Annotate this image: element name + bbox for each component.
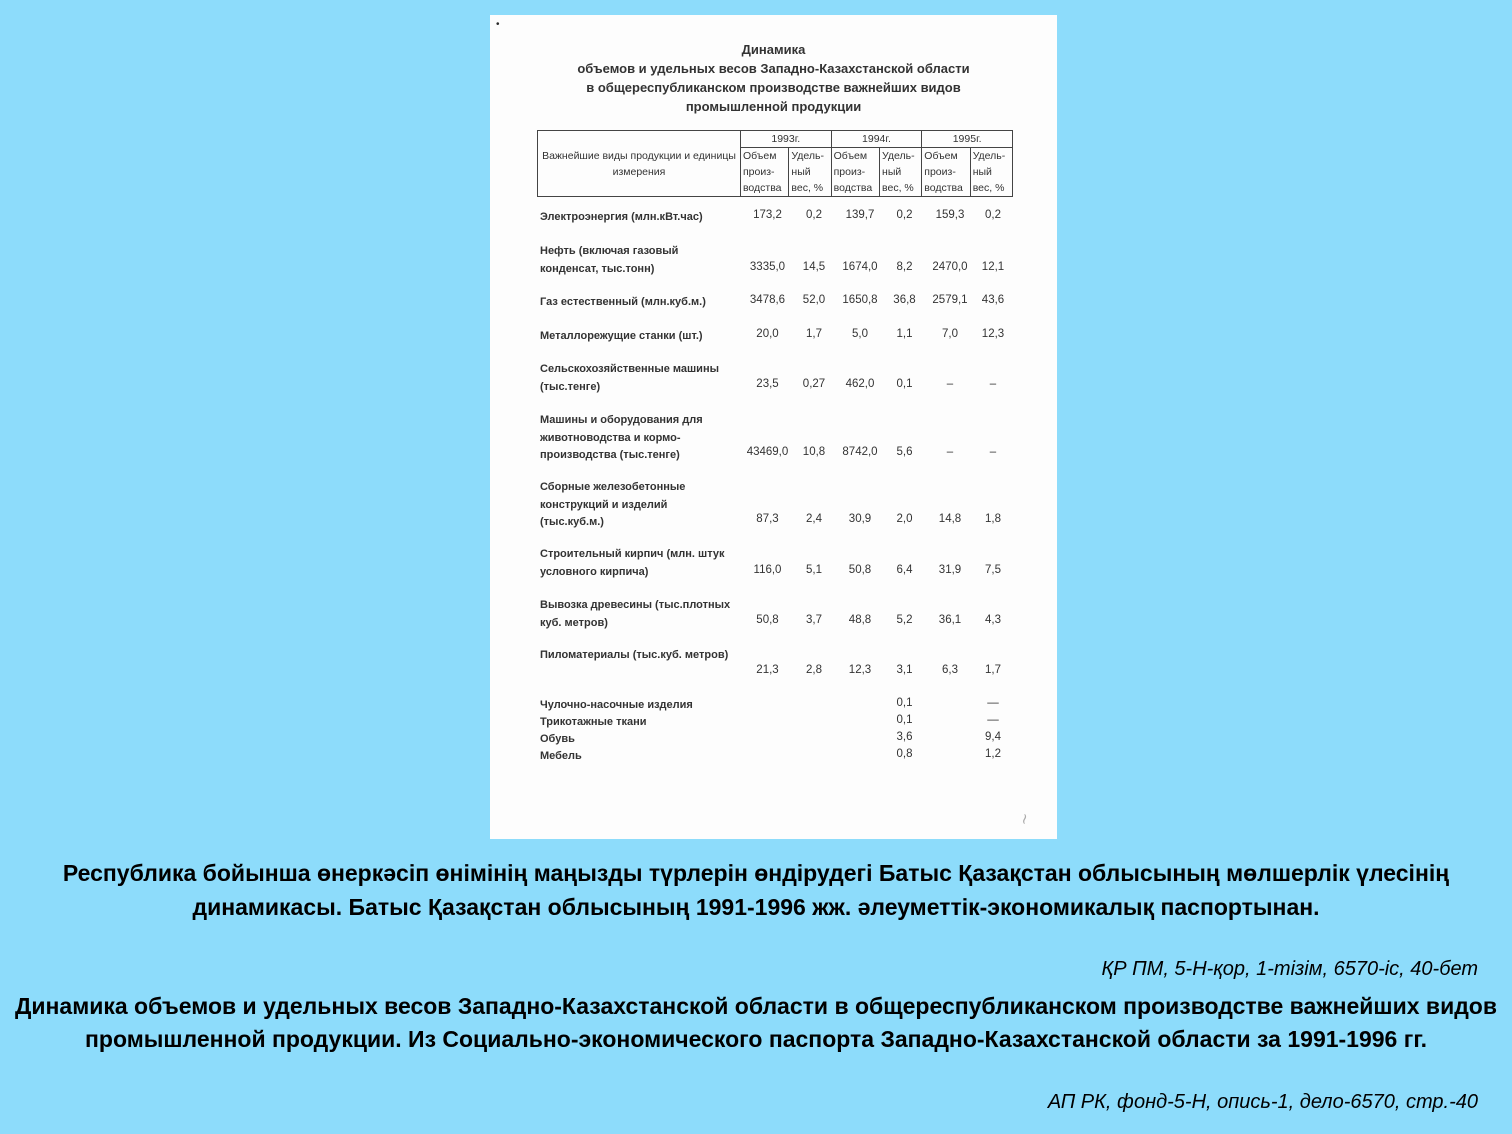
title-line: промышленной продукции xyxy=(685,99,862,114)
row-value: 14,5 xyxy=(802,261,826,273)
row-value: 9,4 xyxy=(985,731,1001,743)
row-value: 0,8 xyxy=(896,748,913,760)
row-value: 1650,8 xyxy=(842,294,878,306)
row-value: 23,5 xyxy=(756,378,779,390)
share-header: Удель- ный вес, % xyxy=(970,148,1012,197)
row-value: 7,0 xyxy=(942,328,958,340)
row-value: 31,9 xyxy=(938,564,962,576)
row-value: 12,3 xyxy=(981,328,1005,340)
scan-dot: • xyxy=(496,19,500,30)
row-label: Обувь xyxy=(540,733,575,745)
row-value: 50,8 xyxy=(848,564,872,576)
row-value: 1,8 xyxy=(985,513,1001,525)
row-value: 36,1 xyxy=(938,614,962,626)
year-header: 1993г. xyxy=(740,131,831,148)
title-line: в общереспубликанском производстве важнейших видов xyxy=(586,80,961,95)
row-value: — xyxy=(987,714,999,726)
row-label: Строительный кирпич (млн. штук условного кирпича) xyxy=(540,548,725,578)
row-value: 462,0 xyxy=(845,378,875,390)
row-value: 0,2 xyxy=(806,209,822,221)
title-line: объемов и удельных весов Западно-Казахстанской области xyxy=(577,61,970,76)
row-value: 3,6 xyxy=(896,731,913,743)
row-value: 2,8 xyxy=(806,664,822,676)
row-value: 50,8 xyxy=(756,614,779,626)
row-value: 8,2 xyxy=(896,261,913,273)
row-value: 36,8 xyxy=(893,294,916,306)
row-value: – xyxy=(989,378,997,390)
row-label: Нефть (включая газовый конденсат, тыс.тонн) xyxy=(540,245,679,275)
row-value: 2579,1 xyxy=(932,294,968,306)
row-value: – xyxy=(989,446,997,458)
row-value: 43,6 xyxy=(981,294,1005,306)
row-value: 6,4 xyxy=(896,564,913,576)
name-column-header: Важнейшие виды продукции и единицы измерения xyxy=(538,131,741,197)
row-value: 3,7 xyxy=(806,614,822,626)
row-value: 3478,6 xyxy=(749,294,786,306)
row-value: 7,5 xyxy=(985,564,1001,576)
row-label: Газ естественный (млн.куб.м.) xyxy=(540,296,706,308)
row-value: 2470,0 xyxy=(932,261,968,273)
year-header: 1995г. xyxy=(922,131,1013,148)
row-value: 8742,0 xyxy=(842,446,878,458)
row-label: Вывозка древесины (тыс.плотных куб. метров) xyxy=(540,599,731,629)
row-value: – xyxy=(946,446,954,458)
row-label: Металлорежущие станки (шт.) xyxy=(540,330,703,342)
row-label: Сельскохозяйственные машины (тыс.тенге) xyxy=(540,363,719,393)
row-value: 30,9 xyxy=(848,513,872,525)
share-header: Удель- ный вес, % xyxy=(880,148,922,197)
row-label: Трикотажные ткани xyxy=(540,716,647,728)
row-value: 173,2 xyxy=(753,209,782,221)
row-value: 5,2 xyxy=(896,614,913,626)
row-value: 139,7 xyxy=(845,209,875,221)
row-value: 87,3 xyxy=(756,513,779,525)
row-value: 14,8 xyxy=(938,513,962,525)
row-value: 0,2 xyxy=(896,209,913,221)
row-value: 0,2 xyxy=(985,209,1001,221)
row-value: – xyxy=(946,378,954,390)
row-value: 4,3 xyxy=(985,614,1001,626)
handwritten-page-mark: ~ xyxy=(1014,811,1035,827)
caption-russian: Динамика объемов и удельных весов Западно-Казахстанской области в общереспубликанском производстве важнейших видов промышленной продукции. Из Социально-экономического паспорта Западно-Казахстанской области за 1991-1996 гг. xyxy=(14,993,1497,1052)
row-value: 6,3 xyxy=(942,664,958,676)
row-value: 21,3 xyxy=(756,664,779,676)
row-value: 5,0 xyxy=(852,328,868,340)
volume-header: Объем произ- водства xyxy=(831,148,879,197)
archival-document-scan xyxy=(490,15,1057,839)
source-russian: АП РК, фонд-5-Н, опись-1, дело-6570, стр.-40 xyxy=(1047,1091,1478,1113)
row-value: 3,1 xyxy=(896,664,913,676)
row-value: 20,0 xyxy=(756,328,779,340)
year-header: 1994г. xyxy=(831,131,922,148)
row-label: Сборные железобетонные конструкций и изделий (тыс.куб.м.) xyxy=(540,481,686,528)
row-value: 5,6 xyxy=(896,446,913,458)
row-value: 43469,0 xyxy=(746,446,789,458)
row-value: 12,3 xyxy=(848,664,872,676)
row-value: 0,1 xyxy=(896,697,913,709)
row-value: 159,3 xyxy=(935,209,965,221)
row-value: 12,1 xyxy=(981,261,1005,273)
row-value: 0,1 xyxy=(896,378,913,390)
row-value: 3335,0 xyxy=(749,261,786,273)
source-kazakh: ҚР ПМ, 5-Н-қор, 1-тізім, 6570-іс, 40-бет xyxy=(1101,958,1478,980)
caption-kazakh: Республика бойынша өнеркәсіп өнімінің маңызды түрлерін өндірудегі Батыс Қазақстан облысының мөлшерлік үлесінің динамикасы. Батыс Қазақстан облысының 1991-1996 жж. әлеуметтік-экономикалық паспортынан. xyxy=(62,860,1450,920)
share-header: Удель- ный вес, % xyxy=(789,148,831,197)
row-value: 1,7 xyxy=(806,328,822,340)
title-line: Динамика xyxy=(741,42,806,57)
row-value: 0,1 xyxy=(896,714,913,726)
row-value: 2,0 xyxy=(896,513,913,525)
row-value: 1,7 xyxy=(985,664,1001,676)
row-label: Электроэнергия (млн.кВт.час) xyxy=(540,211,703,223)
row-label: Чулочно-насочные изделия xyxy=(540,699,693,711)
row-value: 116,0 xyxy=(753,564,782,576)
row-value: 5,1 xyxy=(806,564,822,576)
row-value: 1,1 xyxy=(896,328,913,340)
row-value: 10,8 xyxy=(802,446,826,458)
row-value: 52,0 xyxy=(802,294,826,306)
row-value: 2,4 xyxy=(806,513,822,525)
row-value: 1,2 xyxy=(985,748,1001,760)
volume-header: Объем произ- водства xyxy=(922,148,970,197)
row-label: Машины и оборудования для животноводства и кормо- производства (тыс.тенге) xyxy=(540,414,703,461)
volume-header: Объем произ- водства xyxy=(740,148,788,197)
row-value: 1674,0 xyxy=(842,261,878,273)
row-label: Пиломатериалы (тыс.куб. метров) xyxy=(540,649,729,661)
row-label: Мебель xyxy=(540,750,582,762)
row-value: 48,8 xyxy=(848,614,872,626)
table-body xyxy=(490,15,1057,839)
row-value: 0,27 xyxy=(802,378,826,390)
row-value: — xyxy=(987,697,999,709)
